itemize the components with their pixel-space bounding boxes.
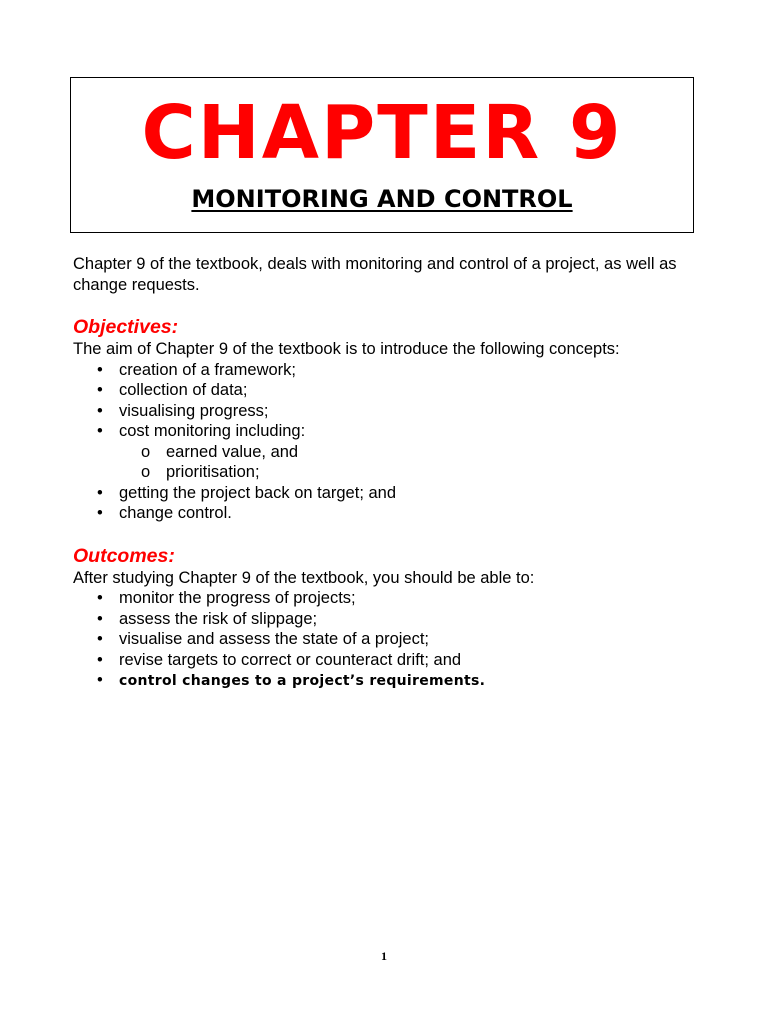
objectives-lead: The aim of Chapter 9 of the textbook is to introduce the following concepts:	[73, 340, 620, 358]
list-item	[73, 588, 703, 609]
list-item-text: visualising progress;	[119, 401, 269, 420]
bullet-icon: •	[97, 671, 103, 689]
bullet-icon: •	[97, 589, 103, 607]
outcomes-heading: Outcomes:	[73, 544, 175, 567]
list-item-text: getting the project back on target; and	[119, 483, 397, 502]
list-item-text: cost monitoring including:	[119, 422, 306, 440]
document-body	[73, 254, 703, 692]
bullet-icon: •	[97, 609, 103, 628]
page-number: 1	[381, 949, 387, 963]
sub-list-item-text: prioritisation;	[166, 463, 260, 481]
list-item	[73, 629, 703, 650]
list-item-text: change control.	[119, 504, 232, 522]
bullet-icon: •	[97, 381, 103, 399]
list-item-text: revise targets to correct or counteract drift; and	[119, 650, 462, 669]
bullet-icon: •	[97, 360, 103, 379]
chapter-title: CHAPTER 9	[141, 90, 623, 176]
sub-bullet-icon: o	[141, 442, 151, 461]
list-item-text: collection of data;	[119, 381, 248, 399]
cost-monitoring-sublist	[119, 442, 703, 483]
sub-bullet-icon: o	[141, 463, 151, 481]
chapter-subtitle-text: MONITORING AND CONTROL	[191, 185, 573, 213]
list-item-text: control changes to a project’s requirements.	[119, 673, 486, 689]
bullet-icon: •	[97, 483, 103, 502]
list-item	[73, 380, 703, 401]
bullet-icon: •	[97, 422, 103, 440]
bullet-icon: •	[97, 504, 103, 522]
list-item	[73, 503, 703, 524]
list-item	[73, 670, 703, 692]
outcomes-lead: After studying Chapter 9 of the textbook, you should be able to:	[73, 568, 535, 587]
list-item-text: visualise and assess the state of a project;	[119, 630, 430, 648]
intro-paragraph: Chapter 9 of the textbook, deals with monitoring and control of a project, as well as change requests.	[73, 255, 677, 294]
list-item	[73, 650, 703, 671]
bullet-icon: •	[97, 630, 103, 648]
sub-list-item	[119, 442, 703, 463]
list-item	[73, 609, 703, 630]
bullet-icon: •	[97, 401, 103, 420]
list-item	[73, 401, 703, 422]
list-item	[73, 360, 703, 381]
list-item	[73, 421, 703, 483]
chapter-subtitle	[71, 184, 693, 214]
bullet-icon: •	[97, 650, 103, 669]
sub-list-item-text: earned value, and	[166, 442, 299, 461]
list-item-text: assess the risk of slippage;	[119, 609, 318, 628]
sub-list-item	[119, 462, 703, 483]
list-item-text: monitor the progress of projects;	[119, 589, 356, 607]
outcomes-list	[73, 588, 703, 692]
list-item	[73, 483, 703, 504]
chapter-title-box	[70, 77, 694, 233]
objectives-heading: Objectives:	[73, 316, 179, 338]
objectives-list	[73, 360, 703, 524]
list-item-text: creation of a framework;	[119, 360, 296, 379]
